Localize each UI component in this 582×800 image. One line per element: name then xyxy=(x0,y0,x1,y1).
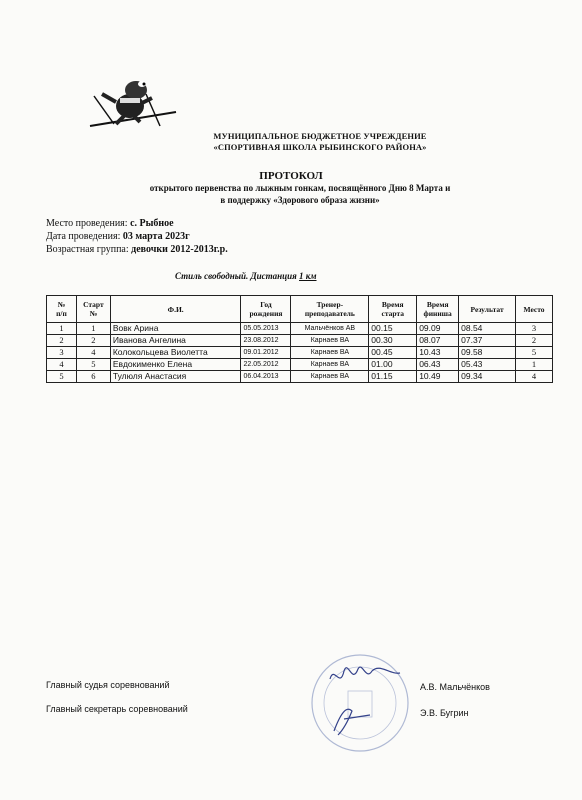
table-row xyxy=(47,371,553,383)
cell-birth: 05.05.2013 xyxy=(241,323,291,335)
cell-birth: 06.04.2013 xyxy=(241,371,291,383)
cell-start-time: 00.45 xyxy=(369,347,417,359)
cell-name: Иванова Ангелина xyxy=(110,335,241,347)
header-birth: Год рождения xyxy=(241,296,291,323)
table-row xyxy=(47,323,553,335)
date-label: Дата проведения: xyxy=(46,231,121,242)
round-stamp-icon xyxy=(300,645,425,755)
chief-judge-label: Главный судья соревнований xyxy=(46,680,170,690)
cell-finish-time: 09.09 xyxy=(417,323,459,335)
cell-start-time: 00.15 xyxy=(369,323,417,335)
age-line xyxy=(46,243,228,256)
place-value: с. Рыбное xyxy=(130,218,174,229)
cell-coach: Карнаев ВА xyxy=(291,347,369,359)
cell-birth: 09.01.2012 xyxy=(241,347,291,359)
cell-start-time: 01.15 xyxy=(369,371,417,383)
table-row xyxy=(47,335,553,347)
chief-secretary-label: Главный секретарь соревнований xyxy=(46,704,188,714)
race-style xyxy=(175,271,317,281)
cell-result: 05.43 xyxy=(459,359,516,371)
table-row xyxy=(47,347,553,359)
cell-finish-time: 10.49 xyxy=(417,371,459,383)
table-header-row xyxy=(47,296,553,323)
chief-judge-name: А.В. Мальчёнков xyxy=(420,682,490,692)
place-label: Место проведения: xyxy=(46,218,128,229)
cell-num: 1 xyxy=(47,323,77,335)
skier-bear-logo-icon xyxy=(86,72,181,132)
header-place: Место xyxy=(516,296,553,323)
cell-result: 09.58 xyxy=(459,347,516,359)
date-line xyxy=(46,230,228,243)
cell-start: 5 xyxy=(76,359,110,371)
cell-result: 07.37 xyxy=(459,335,516,347)
cell-name: Вовк Арина xyxy=(110,323,241,335)
header-result: Результат xyxy=(459,296,516,323)
cell-start: 2 xyxy=(76,335,110,347)
cell-coach: Карнаев ВА xyxy=(291,371,369,383)
cell-start: 6 xyxy=(76,371,110,383)
cell-start: 1 xyxy=(76,323,110,335)
header-start-time: Время старта xyxy=(369,296,417,323)
header-coach: Тренер- преподаватель xyxy=(291,296,369,323)
cell-start-time: 01.00 xyxy=(369,359,417,371)
cell-place: 2 xyxy=(516,335,553,347)
header-start: Старт № xyxy=(76,296,110,323)
cell-name: Колокольцева Виолетта xyxy=(110,347,241,359)
header-finish-time: Время финиша xyxy=(417,296,459,323)
header-name: Ф.И. xyxy=(110,296,241,323)
age-value: девочки 2012-2013г.р. xyxy=(131,244,228,255)
cell-place: 5 xyxy=(516,347,553,359)
cell-coach: Карнаев ВА xyxy=(291,359,369,371)
org-line-2: «СПОРТИВНАЯ ШКОЛА РЫБИНСКОГО РАЙОНА» xyxy=(213,142,427,152)
cell-place: 3 xyxy=(516,323,553,335)
place-line xyxy=(46,217,228,230)
cell-num: 2 xyxy=(47,335,77,347)
subtitle-line-1: открытого первенства по лыжным гонкам, посвящённого Дню 8 Марта и xyxy=(149,183,451,193)
cell-finish-time: 10.43 xyxy=(417,347,459,359)
cell-finish-time: 06.43 xyxy=(417,359,459,371)
cell-coach: Мальчёнков АВ xyxy=(291,323,369,335)
event-info xyxy=(46,217,228,256)
cell-name: Евдокименко Елена xyxy=(110,359,241,371)
cell-finish-time: 08.07 xyxy=(417,335,459,347)
subtitle-line-2: в поддержку «Здорового образа жизни» xyxy=(220,194,380,205)
organization-name xyxy=(150,131,490,153)
header-num: № п/п xyxy=(47,296,77,323)
cell-num: 4 xyxy=(47,359,77,371)
cell-place: 4 xyxy=(516,371,553,383)
cell-result: 08.54 xyxy=(459,323,516,335)
cell-place: 1 xyxy=(516,359,553,371)
race-style-prefix: Стиль свободный. Дистанция xyxy=(175,271,297,281)
cell-coach: Карнаев ВА xyxy=(291,335,369,347)
cell-result: 09.34 xyxy=(459,371,516,383)
age-label: Возрастная группа: xyxy=(46,244,129,255)
results-table xyxy=(46,295,553,383)
cell-birth: 22.05.2012 xyxy=(241,359,291,371)
cell-birth: 23.08.2012 xyxy=(241,335,291,347)
date-value: 03 марта 2023г xyxy=(122,231,190,242)
cell-num: 5 xyxy=(47,371,77,383)
cell-start-time: 00.30 xyxy=(369,335,417,347)
cell-name: Тулюля Анастасия xyxy=(110,371,241,383)
cell-num: 3 xyxy=(47,347,77,359)
document-subtitle xyxy=(60,183,540,206)
race-distance: 1 км xyxy=(299,271,317,281)
org-line-1: МУНИЦИПАЛЬНОЕ БЮДЖЕТНОЕ УЧРЕЖДЕНИЕ xyxy=(213,131,427,141)
document-title: ПРОТОКОЛ xyxy=(259,170,323,182)
table-row xyxy=(47,359,553,371)
chief-secretary-name: Э.В. Бугрин xyxy=(420,708,469,718)
cell-start: 4 xyxy=(76,347,110,359)
